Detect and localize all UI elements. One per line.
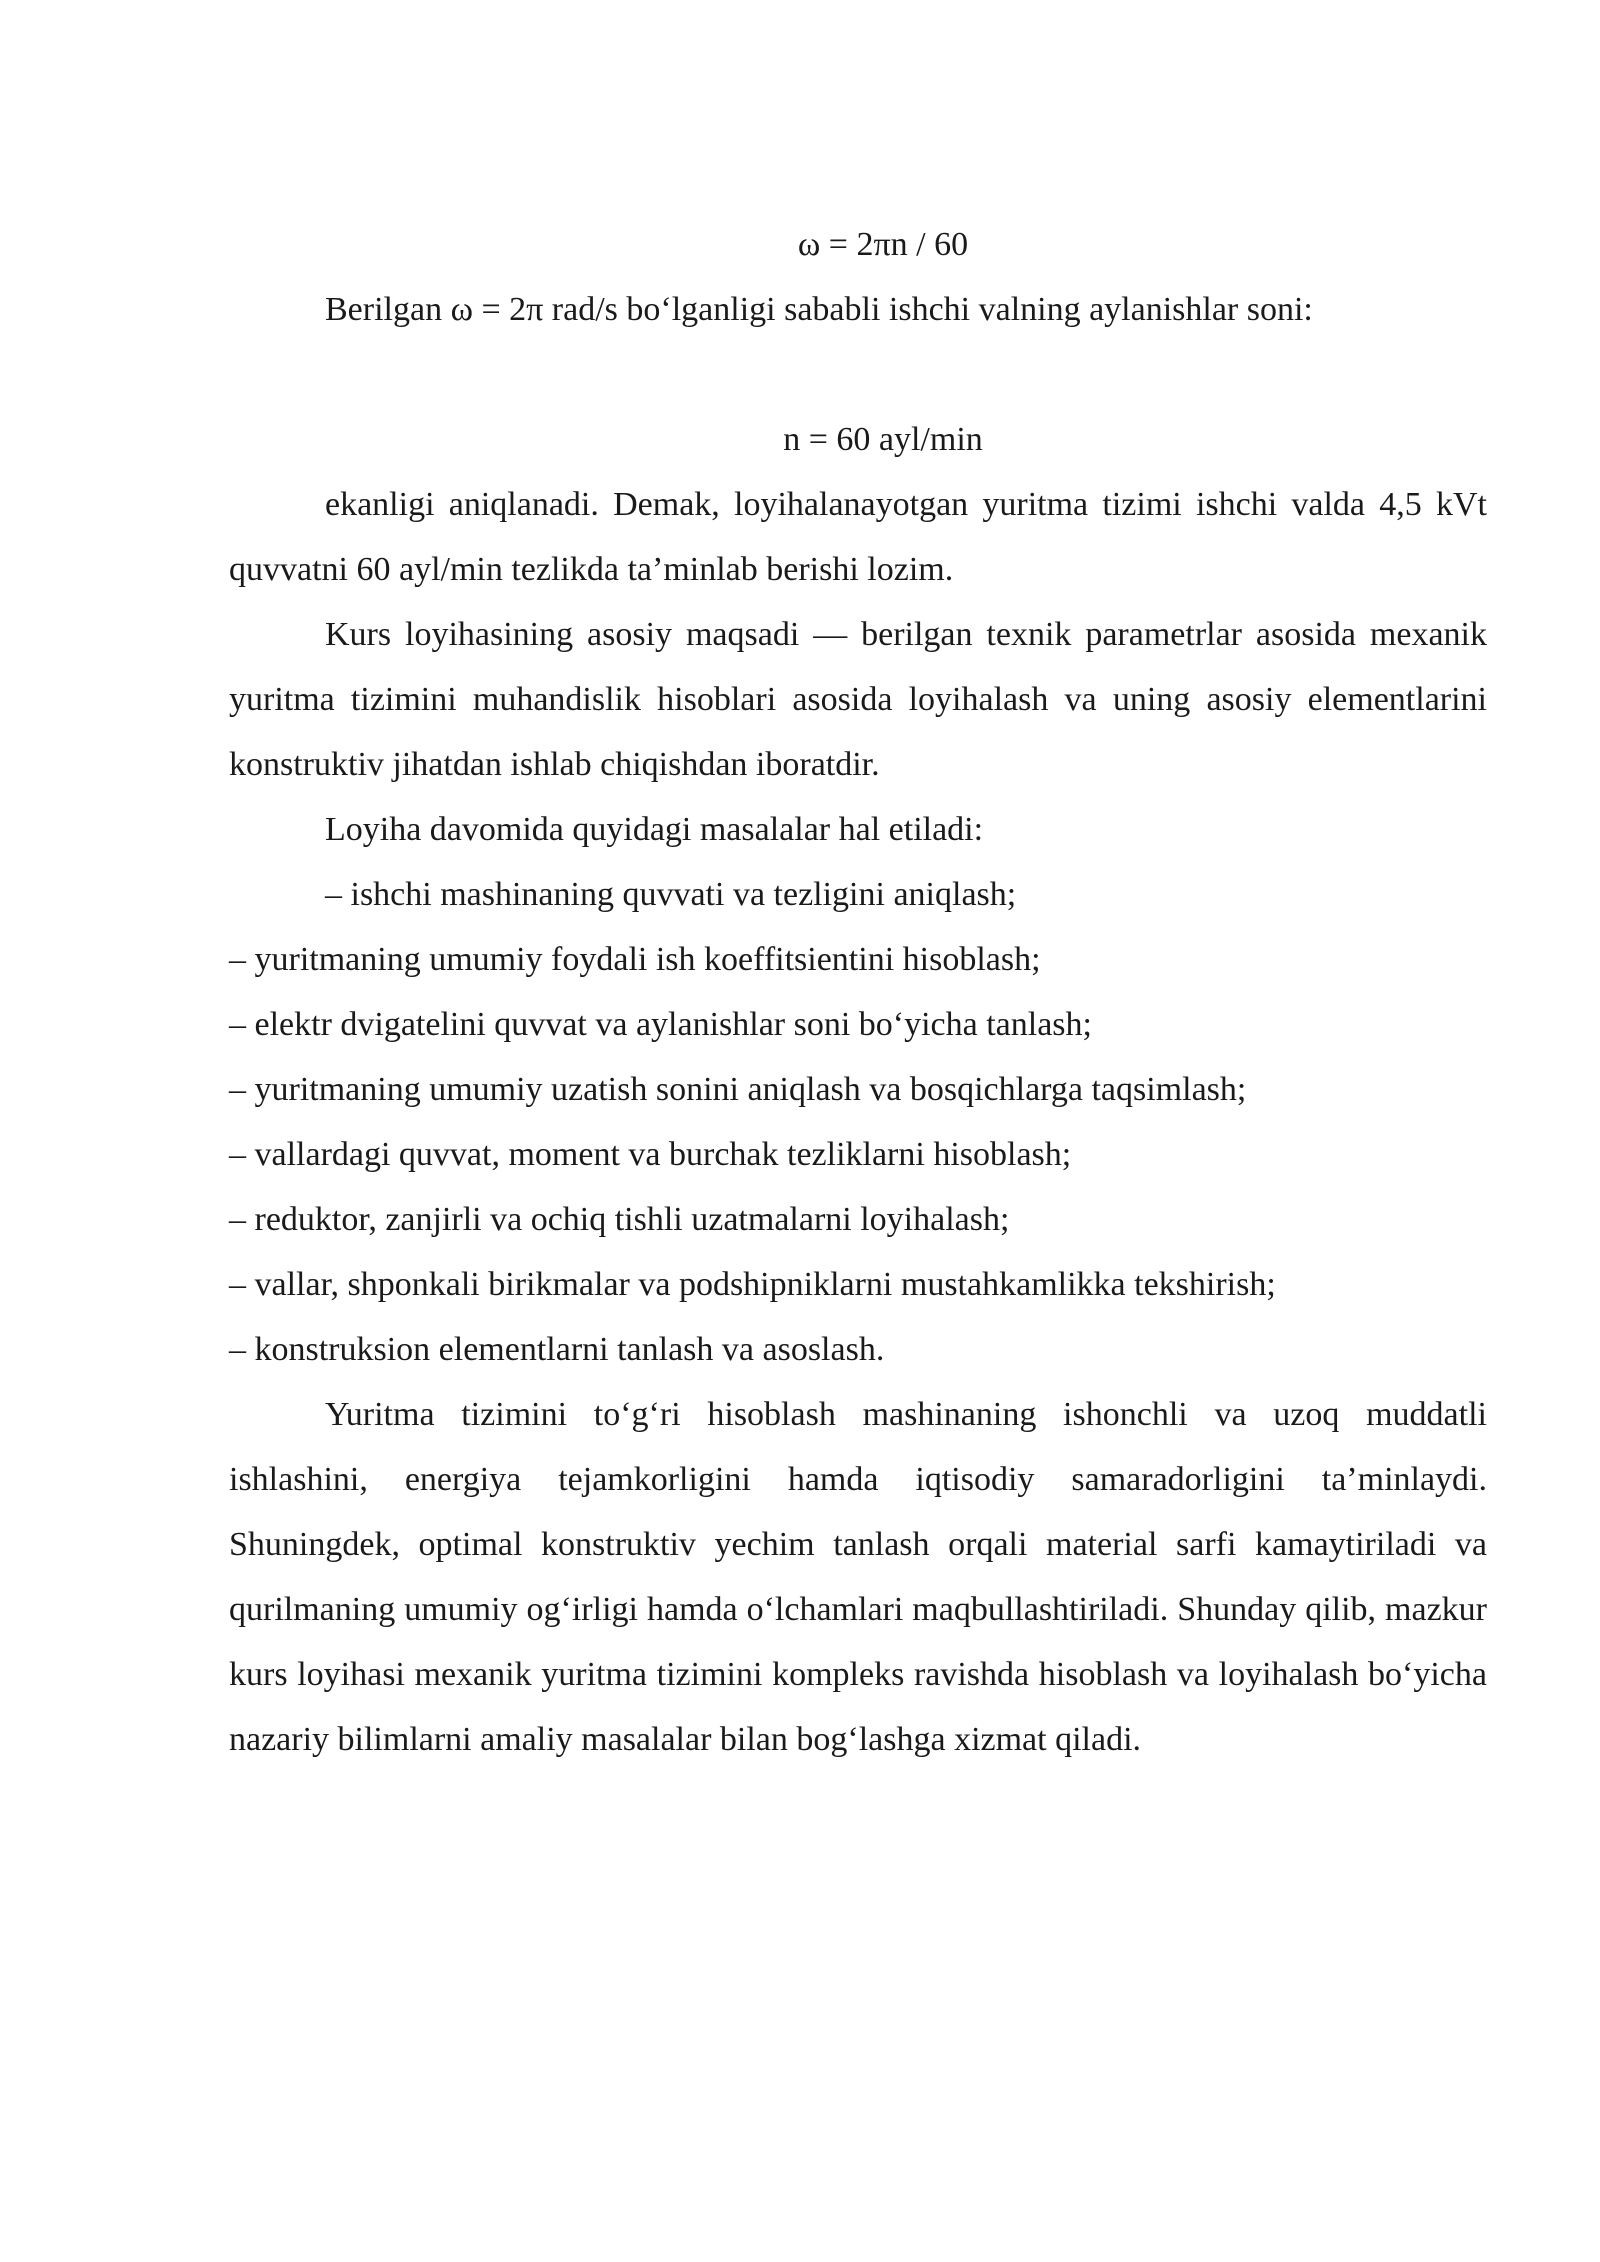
paragraph-goal: Kurs loyihasining asosiy maqsadi — berilgan texnik parametrlar asosida mexanik yuritma tizimini muhandislik hisoblari asosida loyihalash va uning asosiy elementlarini konstruktiv jihatdan ishlab chiqishdan iboratdir. [229,616,1487,783]
document-body [229,212,1487,1772]
task-item: – elektr dvigatelini quvvat va aylanishlar soni bo‘yicha tanlash; [229,1006,1092,1043]
paragraph-conclusion: ekanligi aniqlanadi. Demak, loyihalanayotgan yuritma tizimi ishchi valda 4,5 kVt quvvatni 60 ayl/min tezlikda ta’minlab berishi lozim. [229,486,1487,588]
task-item: – yuritmaning umumiy uzatish sonini aniqlash va bosqichlarga taqsimlash; [229,1071,1247,1108]
tasks-intro: Loyiha davomida quyidagi masalalar hal etiladi: [325,811,984,848]
task-item: – yuritmaning umumiy foydali ish koeffitsientini hisoblash; [229,941,1041,978]
task-item-first: – ishchi mashinaning quvvati va tezligini aniqlash; [325,876,1017,913]
task-item: – konstruksion elementlarni tanlash va asoslash. [229,1331,885,1368]
paragraph-final: Yuritma tizimini to‘g‘ri hisoblash mashinaning ishonchli va uzoq muddatli ishlashini, energiya tejamkorligini hamda iqtisodiy samaradorligini ta’minlaydi. Shuningdek, optimal konstruktiv yechim tanlash orqali material sarfi kamaytiriladi va qurilmaning umumiy og‘irligi hamda o‘lchamlari maqbullashtiriladi. Shunday qilib, mazkur kurs loyihasi mexanik yuritma tizimini kompleks ravishda hisoblash va loyihalash bo‘yicha nazariy bilimlarni amaliy masalalar bilan bog‘lashga xizmat qiladi. [229,1396,1487,1758]
given-line: Berilgan ω = 2π rad/s bo‘lganligi sababli ishchi valning aylanishlar soni: [325,291,1313,328]
task-item: – vallardagi quvvat, moment va burchak tezliklarni hisoblash; [229,1136,1072,1173]
formula-omega: ω = 2πn / 60 [797,226,969,263]
task-item: – vallar, shponkali birikmalar va podshipniklarni mustahkamlikka tekshirish; [229,1266,1276,1303]
task-item: – reduktor, zanjirli va ochiq tishli uzatmalarni loyihalash; [229,1201,1010,1238]
task-list [229,927,1487,1382]
formula-n: n = 60 ayl/min [783,421,983,458]
